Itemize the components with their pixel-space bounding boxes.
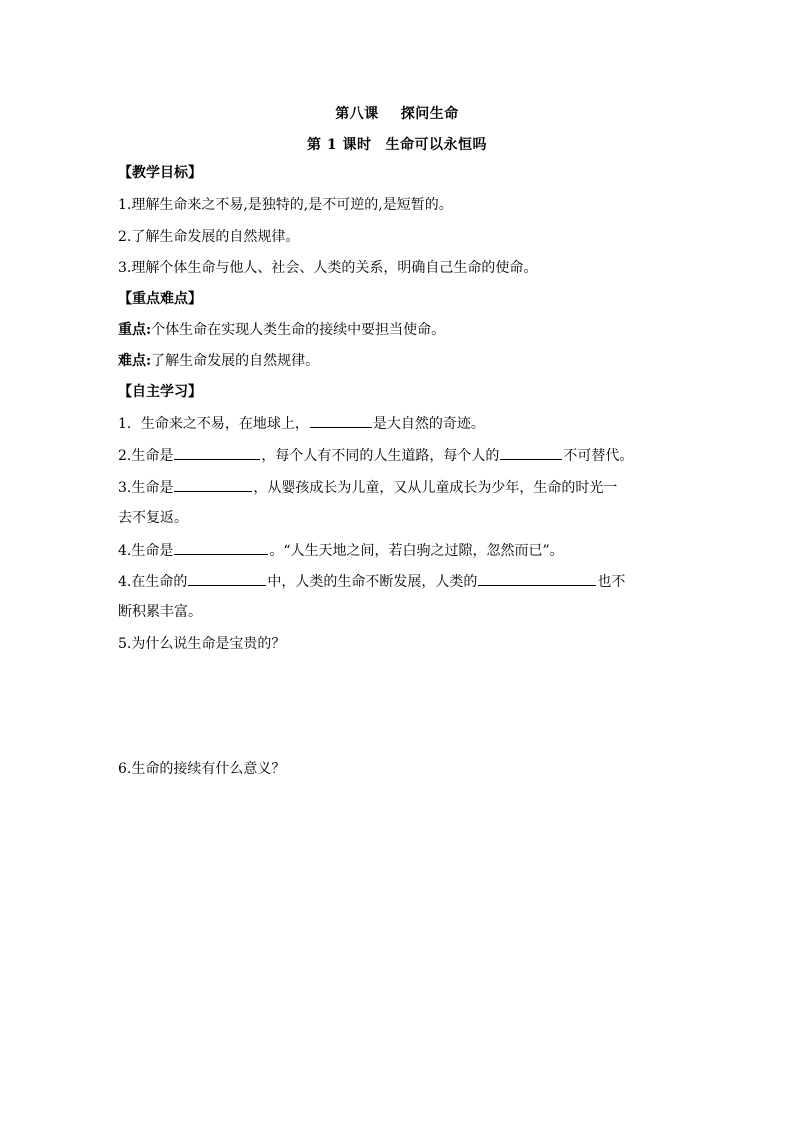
self-study-heading: 【自主学习】 xyxy=(118,384,202,400)
question-text: 2.生命是 xyxy=(118,448,174,464)
question-3 xyxy=(118,477,617,498)
question-text: 也不 xyxy=(597,574,626,590)
question-1 xyxy=(118,413,485,434)
question-6: 5.为什么说生命是宝贵的？ xyxy=(118,636,286,652)
difficulty-text: 了解生命发展的自然规律。 xyxy=(151,353,320,369)
question-text: 不可替代。 xyxy=(563,448,634,464)
answer-blank[interactable] xyxy=(174,540,268,555)
question-text: 4.在生命的 xyxy=(118,574,188,590)
answer-blank[interactable] xyxy=(310,413,372,428)
question-text: 。“人生天地之间，若白驹之过隙，忽然而已”。 xyxy=(269,543,564,559)
answer-blank[interactable] xyxy=(174,445,260,460)
key-label: 重点: xyxy=(118,322,152,338)
answer-blank[interactable] xyxy=(500,445,562,460)
difficulty-label: 难点: xyxy=(118,353,152,369)
objective-item: 1.理解生命来之不易,是独特的,是不可逆的,是短暂的。 xyxy=(118,197,453,213)
period-name: 生命可以永恒吗 xyxy=(385,137,487,153)
period-title xyxy=(0,134,794,154)
objective-item: 2.了解生命发展的自然规律。 xyxy=(118,229,300,245)
question-2 xyxy=(118,445,633,466)
difficulty-line xyxy=(118,351,319,371)
period-number: 第 1 课时 xyxy=(307,137,372,153)
objective-item: 3.理解个体生命与他人、社会、人类的关系，明确自己生命的使命。 xyxy=(118,260,538,276)
question-text: 3.生命是 xyxy=(118,480,174,496)
question-text: ，从婴孩成长为儿童，又从儿童成长为少年，生命的时光一 xyxy=(253,480,618,496)
answer-blank[interactable] xyxy=(188,571,266,586)
question-text: 是大自然的奇迹。 xyxy=(372,416,485,432)
question-text: 4.生命是 xyxy=(118,543,174,559)
key-point-line xyxy=(118,320,445,340)
lesson-name: 探问生命 xyxy=(400,106,459,122)
question-4 xyxy=(118,540,564,561)
objectives-heading: 【教学目标】 xyxy=(118,165,202,181)
answer-blank[interactable] xyxy=(174,477,252,492)
key-points-heading: 【重点难点】 xyxy=(118,291,202,307)
key-text: 个体生命在实现人类生命的接续中要担当使命。 xyxy=(151,322,446,338)
question-7: 6.生命的接续有什么意义？ xyxy=(118,761,286,777)
lesson-title xyxy=(0,103,794,123)
question-text: ，每个人有不同的人生道路，每个人的 xyxy=(261,448,500,464)
question-3-continued: 去不复返。 xyxy=(118,510,188,526)
answer-blank[interactable] xyxy=(478,571,596,586)
lesson-number: 第八课 xyxy=(335,106,379,122)
question-5 xyxy=(118,571,625,592)
question-5-continued: 断积累丰富。 xyxy=(118,604,202,620)
question-text: 中，人类的生命不断发展，人类的 xyxy=(267,574,478,590)
question-text: 1．生命来之不易，在地球上， xyxy=(118,416,309,432)
